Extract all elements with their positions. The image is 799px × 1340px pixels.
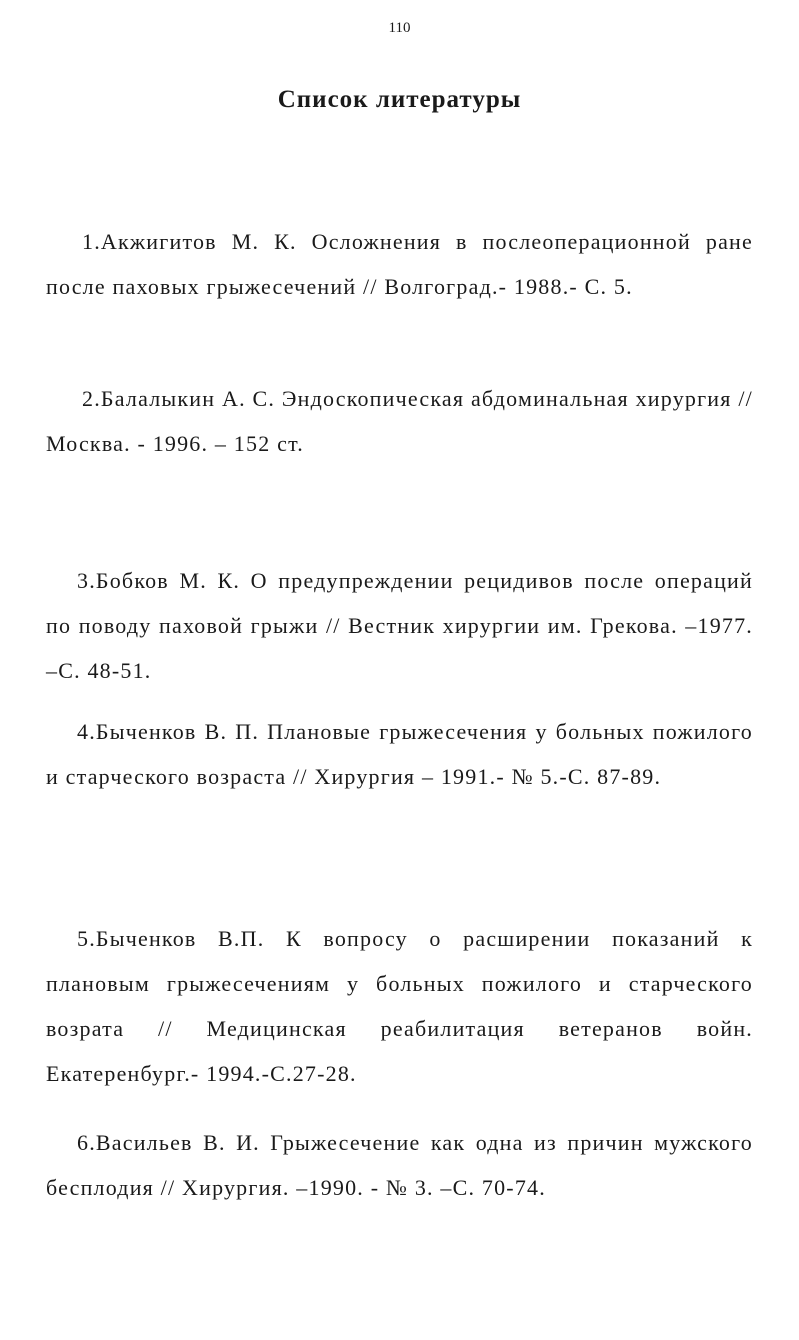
reference-item: 5.Быченков В.П. К вопросу о расширении показаний к плановым грыжесечениям у больных пожилого и старческого возрата // Медицинская реабилитация ветеранов войн. Екатеренбург.- 1994.-С.27-28. <box>46 926 753 1086</box>
reference-item: 4.Быченков В. П. Плановые грыжесечения у больных пожилого и старческого возраста // Хирургия – 1991.- № 5.-С. 87-89. <box>46 719 753 789</box>
page-number: 110 <box>388 20 411 36</box>
page-title: Список литературы <box>277 86 522 113</box>
reference-item: 6.Васильев В. И. Грыжесечение как одна из причин мужского бесплодия // Хирургия. –1990. - № 3. –С. 70-74. <box>46 1130 753 1200</box>
reference-item: 1.Акжигитов М. К. Осложнения в послеоперационной ране после паховых грыжесечений // Волгоград.- 1988.- С. 5. <box>46 229 753 299</box>
reference-item: 2.Балалыкин А. С. Эндоскопическая абдоминальная хирургия // Москва. - 1996. – 152 ст. <box>46 386 753 456</box>
reference-item: 3.Бобков М. К. О предупреждении рецидивов после операций по поводу паховой грыжи // Вестник хирургии им. Грекова. –1977. –С. 48-51. <box>46 568 753 683</box>
